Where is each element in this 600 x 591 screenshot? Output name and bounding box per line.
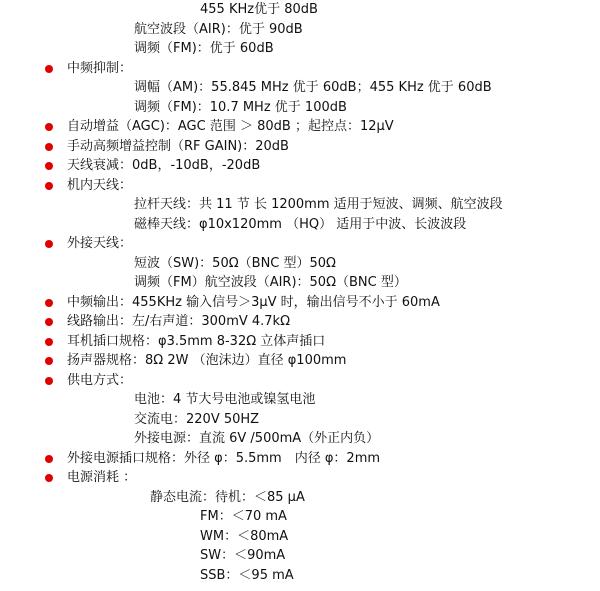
spec-heading-line [67, 449, 380, 469]
spec-text: 扬声器规格：8Ω 2W （泡沫边）直径 φ100mm [67, 353, 347, 368]
spec-heading-line [67, 468, 136, 488]
spec-heading-line [67, 332, 325, 352]
bullet-dot-icon [45, 474, 53, 482]
spec-text: 外接天线： [67, 236, 133, 251]
spec-detail-line [134, 429, 379, 449]
spec-detail-line [134, 254, 336, 274]
bullet-dot-icon [45, 455, 53, 463]
spec-detail-line [134, 39, 274, 59]
spec-text: 磁棒天线：φ10x120mm （HQ） 适用于中波、长波波段 [134, 216, 467, 232]
bullet-dot-icon [45, 377, 53, 385]
spec-text: 供电方式： [67, 372, 133, 388]
spec-text: 手动高频增益控制（RF GAIN)：20dB [67, 138, 289, 154]
spec-heading-line [67, 371, 132, 391]
spec-text: 中频输出：455KHz 输入信号＞3μV 时，输出信号不小于 60mA [67, 294, 440, 310]
spec-text: 短波（SW)：50Ω（BNC 型）50Ω [134, 255, 336, 271]
spec-text: 机内天线： [67, 177, 133, 193]
bullet-dot-icon [45, 299, 53, 307]
bullet-dot-icon [45, 123, 53, 131]
spec-text: 外接电源插口规格：外径 φ：5.5mm 内径 φ：2mm [67, 450, 381, 466]
spec-text: 拉杆天线：共 11 节 长 1200mm 适用于短波、调频、航空波段 [134, 197, 503, 212]
spec-heading-line [67, 59, 132, 79]
spec-detail-line [150, 488, 305, 508]
spec-text: 自动增益（AGC)：AGC 范围 ＞ 80dB ；起控点：12μV [67, 119, 394, 134]
spec-text: 交流电：220V 50HZ [134, 411, 260, 427]
spec-text: 耳机插口规格：φ3.5mm 8-32Ω 立体声插口 [67, 333, 326, 349]
spec-heading-line [67, 293, 440, 313]
spec-heading-line [67, 351, 346, 371]
spec-heading-line [67, 176, 132, 196]
spec-text: 天线衰减：0dB，-10dB，-20dB [67, 158, 261, 173]
bullet-dot-icon [45, 65, 53, 73]
spec-text: 电源消耗 ： [67, 470, 137, 485]
bullet-dot-icon [45, 318, 53, 326]
spec-text: 中频抑制： [67, 60, 133, 76]
spec-text: 调幅（AM)：55.845 MHz 优于 60dB；455 KHz 优于 60dB [134, 80, 492, 95]
spec-detail-line [200, 0, 318, 20]
spec-text: 455 KHz优于 80dB [200, 2, 318, 17]
spec-detail-line [134, 20, 303, 40]
spec-detail-line [134, 215, 466, 235]
spec-heading-line [67, 117, 394, 137]
spec-text: 电池：4 节大号电池或镍氢电池 [134, 392, 316, 407]
spec-heading-line [67, 137, 289, 157]
bullet-dot-icon [45, 338, 53, 346]
bullet-dot-icon [45, 143, 53, 151]
spec-detail-line [200, 507, 287, 527]
spec-detail-line [134, 273, 407, 293]
spec-text: 外接电源：直流 6V /500mA（外正内负） [134, 431, 380, 446]
spec-detail-line [134, 98, 347, 118]
spec-text: 调频（FM)：10.7 MHz 优于 100dB [134, 99, 347, 115]
spec-text: 静态电流：待机：＜85 μA [150, 489, 305, 505]
spec-detail-line [134, 195, 503, 215]
spec-detail-line [134, 390, 315, 410]
spec-detail-line [134, 78, 492, 98]
spec-text: 调频（FM）航空波段（AIR)：50Ω（BNC 型） [134, 275, 407, 290]
spec-text: FM：＜70 mA [200, 509, 287, 524]
bullet-dot-icon [45, 182, 53, 190]
spec-heading-line [67, 234, 132, 254]
spec-heading-line [67, 312, 290, 332]
spec-text: 调频（FM)：优于 60dB [134, 41, 274, 56]
spec-text: SSB：＜95 mA [200, 567, 294, 583]
bullet-dot-icon [45, 162, 53, 170]
spec-detail-line [200, 546, 285, 566]
spec-heading-line [67, 156, 260, 176]
spec-detail-line [200, 566, 294, 586]
spec-text: WM：＜80mA [200, 528, 289, 544]
spec-text: 线路输出：左/右声道：300mV 4.7kΩ [67, 314, 291, 329]
bullet-dot-icon [45, 357, 53, 365]
spec-detail-line [200, 527, 288, 547]
bullet-dot-icon [45, 240, 53, 248]
spec-detail-line [134, 410, 259, 430]
spec-text: SW：＜90mA [200, 548, 286, 563]
spec-text: 航空波段（AIR)：优于 90dB [134, 21, 303, 37]
